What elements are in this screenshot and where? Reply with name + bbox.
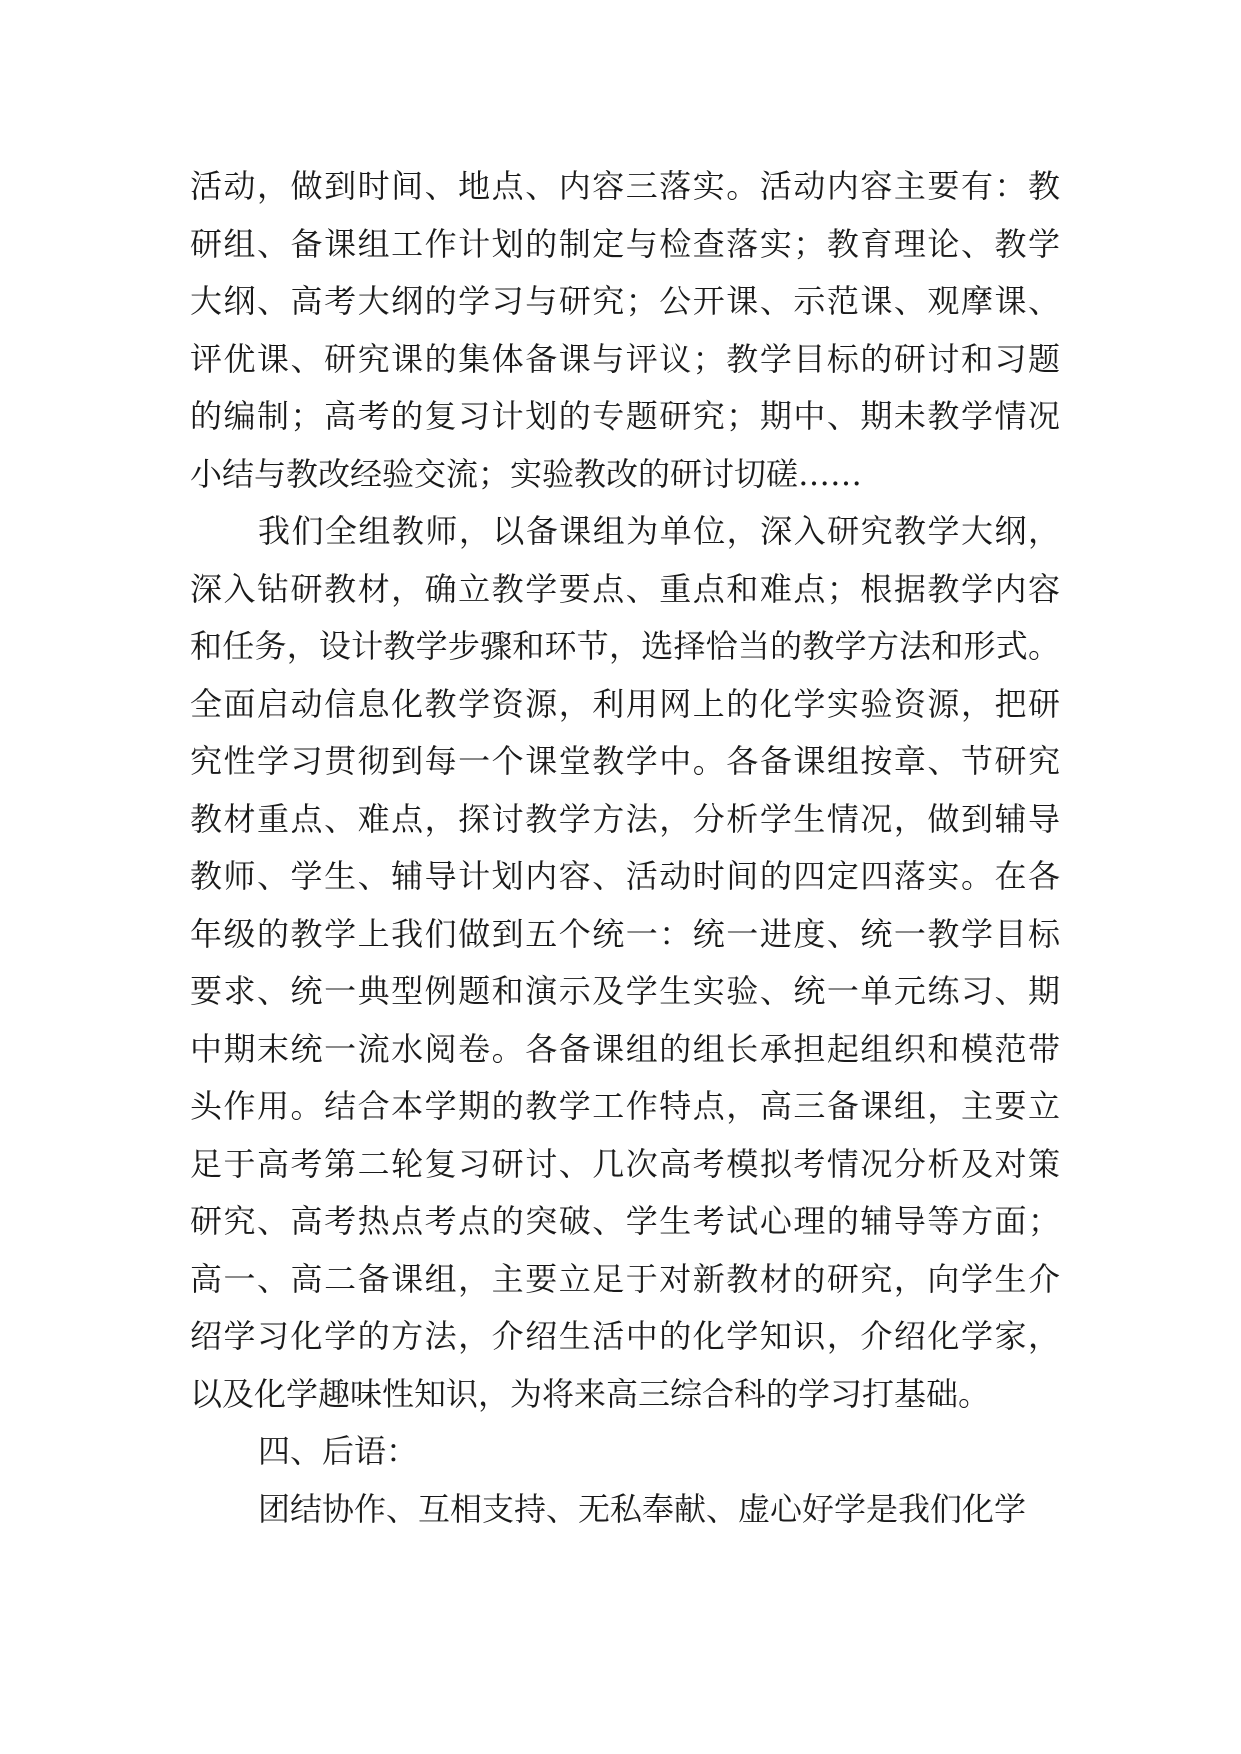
- paragraph-line: 的编制；高考的复习计划的专题研究；期中、期未教学情况: [190, 397, 1060, 435]
- paragraph-first-line: 我们全组教师，以备课组为单位，深入研究教学大纲，: [258, 512, 1060, 550]
- paragraph-line: 教师、学生、辅导计划内容、活动时间的四定四落实。在各: [190, 857, 1060, 895]
- paragraph-line: 头作用。结合本学期的教学工作特点，高三备课组，主要立: [190, 1087, 1060, 1125]
- paragraph-line: 评优课、研究课的集体备课与评议；教学目标的研讨和习题: [190, 340, 1060, 378]
- paragraph-line: 要求、统一典型例题和演示及学生实验、统一单元练习、期: [190, 972, 1060, 1010]
- paragraph-first-line: 团结协作、互相支持、无私奉献、虚心好学是我们化学: [258, 1490, 1027, 1528]
- paragraph-line: 以及化学趣味性知识，为将来高三综合科的学习打基础。: [190, 1375, 991, 1413]
- paragraph-line: 全面启动信息化教学资源，利用网上的化学实验资源，把研: [190, 685, 1060, 723]
- paragraph-line: 研组、备课组工作计划的制定与检查落实；教育理论、教学: [190, 225, 1060, 263]
- paragraph-line: 绍学习化学的方法，介绍生活中的化学知识，介绍化学家，: [190, 1317, 1060, 1355]
- paragraph-line: 年级的教学上我们做到五个统一：统一进度、统一教学目标: [190, 915, 1060, 953]
- section-heading: 四、后语：: [258, 1432, 419, 1470]
- paragraph-line: 研究、高考热点考点的突破、学生考试心理的辅导等方面；: [190, 1202, 1060, 1240]
- paragraph-line: 和任务，设计教学步骤和环节，选择恰当的教学方法和形式。: [190, 627, 1060, 665]
- paragraph-line: 中期末统一流水阅卷。各备课组的组长承担起组织和模范带: [190, 1030, 1060, 1068]
- paragraph-line: 足于高考第二轮复习研讨、几次高考模拟考情况分析及对策: [190, 1145, 1060, 1183]
- paragraph-line: 究性学习贯彻到每一个课堂教学中。各备课组按章、节研究: [190, 742, 1060, 780]
- paragraph-line: 教材重点、难点，探讨教学方法，分析学生情况，做到辅导: [190, 800, 1060, 838]
- paragraph-line: 小结与教改经验交流；实验教改的研讨切磋……: [190, 455, 863, 493]
- paragraph-line: 深入钻研教材，确立教学要点、重点和难点；根据教学内容: [190, 570, 1060, 608]
- paragraph-line: 活动，做到时间、地点、内容三落实。活动内容主要有：教: [190, 167, 1060, 205]
- paragraph-line: 高一、高二备课组，主要立足于对新教材的研究，向学生介: [190, 1260, 1060, 1298]
- paragraph-line: 大纲、高考大纲的学习与研究；公开课、示范课、观摩课、: [190, 282, 1060, 320]
